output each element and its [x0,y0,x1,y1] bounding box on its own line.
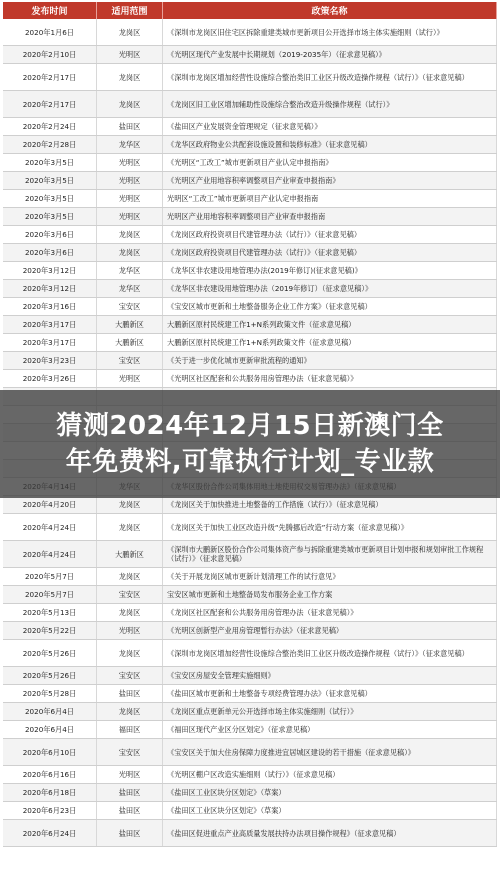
row-region: 大鹏新区 [97,334,163,351]
table-row [3,19,497,46]
table-row [3,46,497,64]
row-region: 龙岗区 [97,703,163,720]
table-row [3,262,497,280]
row-date: 2020年6月24日 [3,820,97,846]
header-policy: 政策名称 [163,2,497,19]
row-region: 龙岗区 [97,64,163,90]
table-row [3,208,497,226]
row-region: 龙岗区 [97,568,163,585]
row-date: 2020年5月13日 [3,604,97,621]
row-date: 2020年6月18日 [3,784,97,801]
table-row [3,226,497,244]
row-region: 龙华区 [97,136,163,153]
row-region: 福田区 [97,721,163,738]
table-row [3,244,497,262]
row-policy: 《龙岗区政府投资项目代建管理办法（试行）》（征求意见稿） [163,244,497,261]
row-date: 2020年4月20日 [3,496,97,513]
row-date: 2020年5月7日 [3,568,97,585]
row-date: 2020年2月24日 [3,118,97,135]
row-policy: 大鹏新区原村民统建工作1+N系列政策文件（征求意见稿） [163,316,497,333]
row-policy: 《光明区棚户区改造实施细则（试行）》（征求意见稿） [163,766,497,783]
row-region: 宝安区 [97,298,163,315]
table-row [3,154,497,172]
row-policy: 《龙岗区政府投资项目代建管理办法（试行）》（征求意见稿） [163,226,497,243]
row-date: 2020年2月17日 [3,91,97,117]
row-region: 盐田区 [97,784,163,801]
row-policy: 《盐田区城市更新和土地整备专项经费管理办法》（征求意见稿） [163,685,497,702]
row-date: 2020年3月12日 [3,262,97,279]
row-region: 龙岗区 [97,514,163,540]
table-row [3,496,497,514]
row-date: 2020年3月12日 [3,280,97,297]
row-date: 2020年6月16日 [3,766,97,783]
watermark-banner [0,390,500,498]
row-date: 2020年3月17日 [3,316,97,333]
row-region: 龙岗区 [97,91,163,117]
row-policy: 《盐田区工业区块分区划定》（草案） [163,802,497,819]
table-row [3,604,497,622]
row-date: 2020年3月23日 [3,352,97,369]
row-policy: 《光明区“工改工”城市更新项目产业认定申报指南》 [163,154,497,171]
row-region: 龙岗区 [97,640,163,666]
row-date: 2020年6月4日 [3,721,97,738]
table-row [3,820,497,847]
row-policy: 《深圳市龙岗区增加经营性设施综合整治类旧工业区升级改造操作规程（试行）》（征求意见稿） [163,640,497,666]
row-policy: 光明区“工改工”城市更新项目产业认定申报指南 [163,190,497,207]
row-policy: 《龙岗区重点更新单元公开选择市场主体实施细则（试行）》 [163,703,497,720]
row-date: 2020年6月23日 [3,802,97,819]
row-policy: 《宝安区房屋安全管理实施细则》 [163,667,497,684]
row-policy: 《福田区现代产业区分区划定》（征求意见稿） [163,721,497,738]
row-policy: 大鹏新区原村民统建工作1+N系列政策文件（征求意见稿） [163,334,497,351]
row-policy: 《龙岗区关于加快推进土地整备的工作措施（试行）》（征求意见稿） [163,496,497,513]
row-region: 龙岗区 [97,604,163,621]
row-date: 2020年4月24日 [3,541,97,567]
table-row [3,280,497,298]
table-row [3,685,497,703]
row-policy: 《深圳市龙岗区增加经营性设施综合整治类旧工业区升级改造操作规程（试行）》（征求意见稿） [163,64,497,90]
row-date: 2020年5月26日 [3,667,97,684]
table-row [3,703,497,721]
row-region: 宝安区 [97,352,163,369]
table-row [3,298,497,316]
row-region: 光明区 [97,766,163,783]
row-date: 2020年5月26日 [3,640,97,666]
row-region: 光明区 [97,190,163,207]
row-date: 2020年5月28日 [3,685,97,702]
row-policy: 《宝安区城市更新和土地整备服务企业工作方案》（征求意见稿） [163,298,497,315]
row-region: 龙岗区 [97,19,163,45]
row-date: 2020年3月5日 [3,172,97,189]
table-row [3,316,497,334]
row-region: 龙华区 [97,262,163,279]
table-header [3,2,497,19]
row-date: 2020年1月6日 [3,19,97,45]
row-region: 宝安区 [97,586,163,603]
table-row [3,667,497,685]
row-region: 宝安区 [97,739,163,765]
row-date: 2020年3月26日 [3,370,97,387]
row-date: 2020年5月22日 [3,622,97,639]
row-date: 2020年6月4日 [3,703,97,720]
row-region: 龙岗区 [97,226,163,243]
row-region: 盐田区 [97,802,163,819]
row-date: 2020年2月10日 [3,46,97,63]
row-date: 2020年2月28日 [3,136,97,153]
row-policy: 《光明区创新型产业用房管理暂行办法》（征求意见稿） [163,622,497,639]
table-row [3,91,497,118]
table-row [3,334,497,352]
table-row [3,739,497,766]
table-row [3,802,497,820]
row-date: 2020年3月16日 [3,298,97,315]
row-region: 光明区 [97,172,163,189]
row-region: 盐田区 [97,118,163,135]
table-row [3,118,497,136]
row-policy: 《龙岗区旧工业区增加辅助性设施综合整治改造升级操作规程（试行）》 [163,91,497,117]
row-policy: 《龙岗区关于加快工业区改造升级“先腾挪后改造”行动方案（征求意见稿）》 [163,514,497,540]
row-policy: 《龙华区非农建设用地管理办法（2019年修订）（征求意见稿）》 [163,280,497,297]
table-row [3,622,497,640]
row-policy: 《龙岗区社区配套和公共服务用房管理办法（征求意见稿）》 [163,604,497,621]
row-region: 光明区 [97,154,163,171]
row-date: 2020年5月7日 [3,586,97,603]
row-date: 2020年2月17日 [3,64,97,90]
row-region: 盐田区 [97,685,163,702]
table-row [3,640,497,667]
table-row [3,784,497,802]
row-region: 宝安区 [97,667,163,684]
row-date: 2020年3月6日 [3,226,97,243]
row-region: 光明区 [97,622,163,639]
row-policy: 《宝安区关于加大住房保障力度推进宜居城区建设的若干措施（征求意见稿）》 [163,739,497,765]
row-policy: 《关于进一步优化城市更新审批流程的通知》 [163,352,497,369]
banner-line-1: 猜测2024年12月15日新澳门全 [56,411,444,441]
table-row [3,190,497,208]
row-date: 2020年3月6日 [3,244,97,261]
table-row [3,586,497,604]
banner-line-2: 年免费料,可靠执行计划_专业款 [65,447,435,477]
row-policy: 宝安区城市更新和土地整备局发布服务企业工作方案 [163,586,497,603]
table-row [3,136,497,154]
table-row [3,370,497,388]
row-policy: 光明区产业用地容积率调整项目产业审查申报指南 [163,208,497,225]
row-region: 大鹏新区 [97,541,163,567]
header-date: 发布时间 [3,2,97,19]
row-policy: 《盐田区促进重点产业高质量发展扶持办法项目操作规程》（征求意见稿） [163,820,497,846]
table-row [3,514,497,541]
row-region: 光明区 [97,46,163,63]
table-row [3,64,497,91]
row-region: 光明区 [97,208,163,225]
row-date: 2020年6月10日 [3,739,97,765]
row-date: 2020年4月24日 [3,514,97,540]
row-policy: 《光明区社区配套和公共服务用房管理办法（征求意见稿）》 [163,370,497,387]
row-policy: 《盐田区工业区块分区划定》（草案） [163,784,497,801]
row-policy: 《深圳市大鹏新区股份合作公司集体资产参与拆除重建类城市更新项目计划申报和规划审批工作规程（试行）》（征求意见稿） [163,541,497,567]
row-date: 2020年3月5日 [3,154,97,171]
table-row [3,172,497,190]
row-region: 龙华区 [97,280,163,297]
row-policy: 《光明区产业用地容积率调整项目产业审查申报指南》 [163,172,497,189]
row-policy: 《关于开展龙岗区城市更新计划清理工作的试行意见》 [163,568,497,585]
table-row [3,766,497,784]
row-region: 光明区 [97,370,163,387]
row-region: 龙岗区 [97,496,163,513]
row-policy: 《光明区现代产业发展中长期规划（2019-2035年）（征求意见稿）》 [163,46,497,63]
row-region: 盐田区 [97,820,163,846]
table-row [3,721,497,739]
row-date: 2020年3月5日 [3,208,97,225]
row-date: 2020年3月17日 [3,334,97,351]
row-region: 龙岗区 [97,244,163,261]
table-row [3,541,497,568]
table-row [3,352,497,370]
table-row [3,568,497,586]
row-policy: 《盐田区产业发展资金管理规定（征求意见稿）》 [163,118,497,135]
row-region: 大鹏新区 [97,316,163,333]
row-date: 2020年3月5日 [3,190,97,207]
header-region: 适用范围 [97,2,163,19]
row-policy: 《深圳市龙岗区旧住宅区拆除重建类城市更新项目公开选择市场主体实施细则（试行）》 [163,19,497,45]
row-policy: 《龙华区政府物业公共配套设施设置和装修标准》（征求意见稿） [163,136,497,153]
row-policy: 《龙华区非农建设用地管理办法(2019年修订)(征求意见稿)》 [163,262,497,279]
